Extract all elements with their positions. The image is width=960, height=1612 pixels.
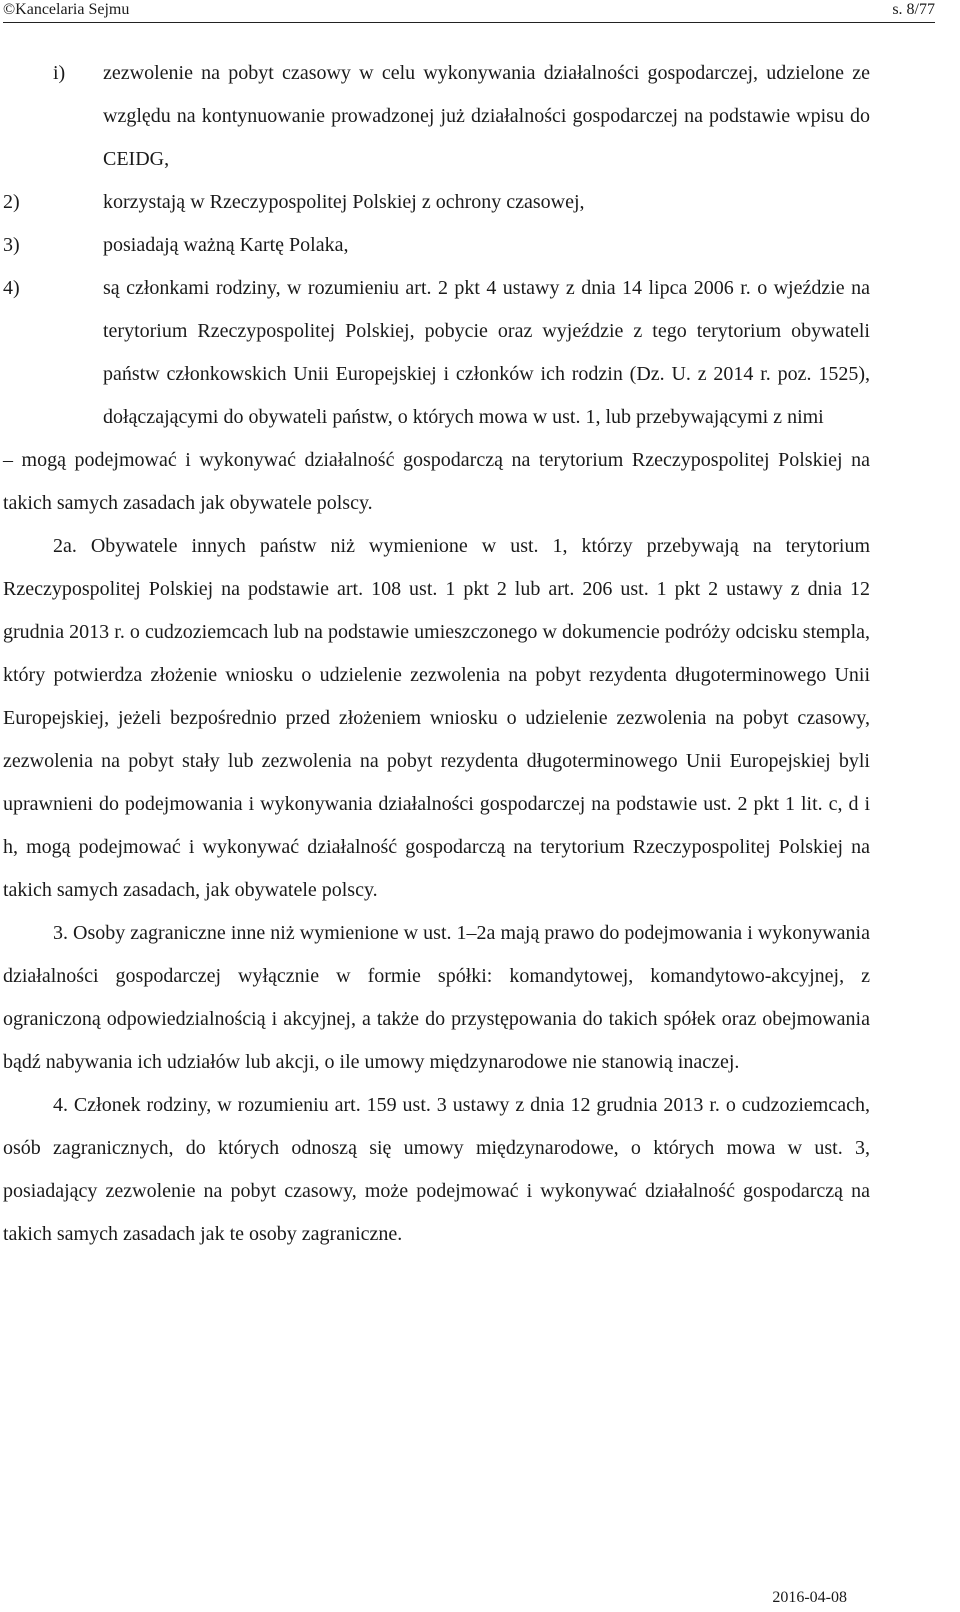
list-item-i <box>3 52 870 181</box>
document-body <box>3 52 870 1256</box>
list-item-4 <box>3 267 870 439</box>
footer-date: 2016-04-08 <box>772 1589 847 1606</box>
closing-clause: – mogą podejmować i wykonywać działalność gospodarczą na terytorium Rzeczypospolitej Polskiej na takich samych zasadach jak obywatele polscy. <box>3 449 870 514</box>
page-header <box>3 0 935 22</box>
list-item-text: zezwolenie na pobyt czasowy w celu wykonywania działalności gospodarczej, udzielone ze względu na kontynuowanie prowadzonej już działalności gospodarczej na podstawie wpisu do CEIDG, <box>103 62 870 170</box>
list-item-number: 2) <box>3 191 20 213</box>
header-divider <box>3 22 935 23</box>
list-item-number: i) <box>53 62 66 84</box>
paragraph-2a: 2a. Obywatele innych państw niż wymienione w ust. 1, którzy przebywają na terytorium Rzeczypospolitej Polskiej na podstawie art. 108 ust. 1 pkt 2 lub art. 206 ust. 1 pkt 2 ustawy z dnia 12 grudnia 2013 r. o cudzoziemcach lub na podstawie umieszczonego w dokumencie podróży odcisku stempla, który potwierdza złożenie wniosku o udzielenie zezwolenia na pobyt rezydenta długoterminowego Unii Europejskiej, jeżeli bezpośrednio przed złożeniem wniosku o udzielenie zezwolenia na pobyt czasowy, zezwolenia na pobyt stały lub zezwolenia na pobyt rezydenta długoterminowego Unii Europejskiej byli uprawnieni do podejmowania i wykonywania działalności gospodarczej na podstawie ust. 2 pkt 1 lit. c, d i h, mogą podejmować i wykonywać działalność gospodarczą na terytorium Rzeczypospolitej Polskiej na takich samych zasadach, jak obywatele polscy. <box>3 535 870 901</box>
header-publisher: ©Kancelaria Sejmu <box>3 1 130 18</box>
header-page-number: s. 8/77 <box>892 1 935 18</box>
list-item-text: są członkami rodziny, w rozumieniu art. 2 pkt 4 ustawy z dnia 14 lipca 2006 r. o wjeździe na terytorium Rzeczypospolitej Polskiej, pobycie oraz wyjeździe z tego terytorium obywateli państw członkowskich Unii Europejskiej i członków ich rodzin (Dz. U. z 2014 r. poz. 1525), dołączającymi do obywateli państw, o których mowa w ust. 1, lub przebywającymi z nimi <box>103 277 870 428</box>
paragraph-3: 3. Osoby zagraniczne inne niż wymienione w ust. 1–2a mają prawo do podejmowania i wykonywania działalności gospodarczej wyłącznie w formie spółki: komandytowej, komandytowo-akcyjnej, z ograniczoną odpowiedzialnością i akcyjnej, a także do przystępowania do takich spółek oraz obejmowania bądź nabywania ich udziałów lub akcji, o ile umowy międzynarodowe nie stanowią inaczej. <box>3 922 870 1073</box>
list-item-2 <box>3 181 870 224</box>
list-item-text: posiadają ważną Kartę Polaka, <box>103 234 349 256</box>
list-item-number: 3) <box>3 234 20 256</box>
list-item-3 <box>3 224 870 267</box>
list-item-text: korzystają w Rzeczypospolitej Polskiej z ochrony czasowej, <box>103 191 585 213</box>
list-item-number: 4) <box>3 277 20 299</box>
paragraph-4: 4. Członek rodziny, w rozumieniu art. 159 ust. 3 ustawy z dnia 12 grudnia 2013 r. o cudzoziemcach, osób zagranicznych, do których odnoszą się umowy międzynarodowe, o których mowa w ust. 3, posiadający zezwolenie na pobyt czasowy, może podejmować i wykonywać działalność gospodarczą na takich samych zasadach jak te osoby zagraniczne. <box>3 1094 870 1245</box>
